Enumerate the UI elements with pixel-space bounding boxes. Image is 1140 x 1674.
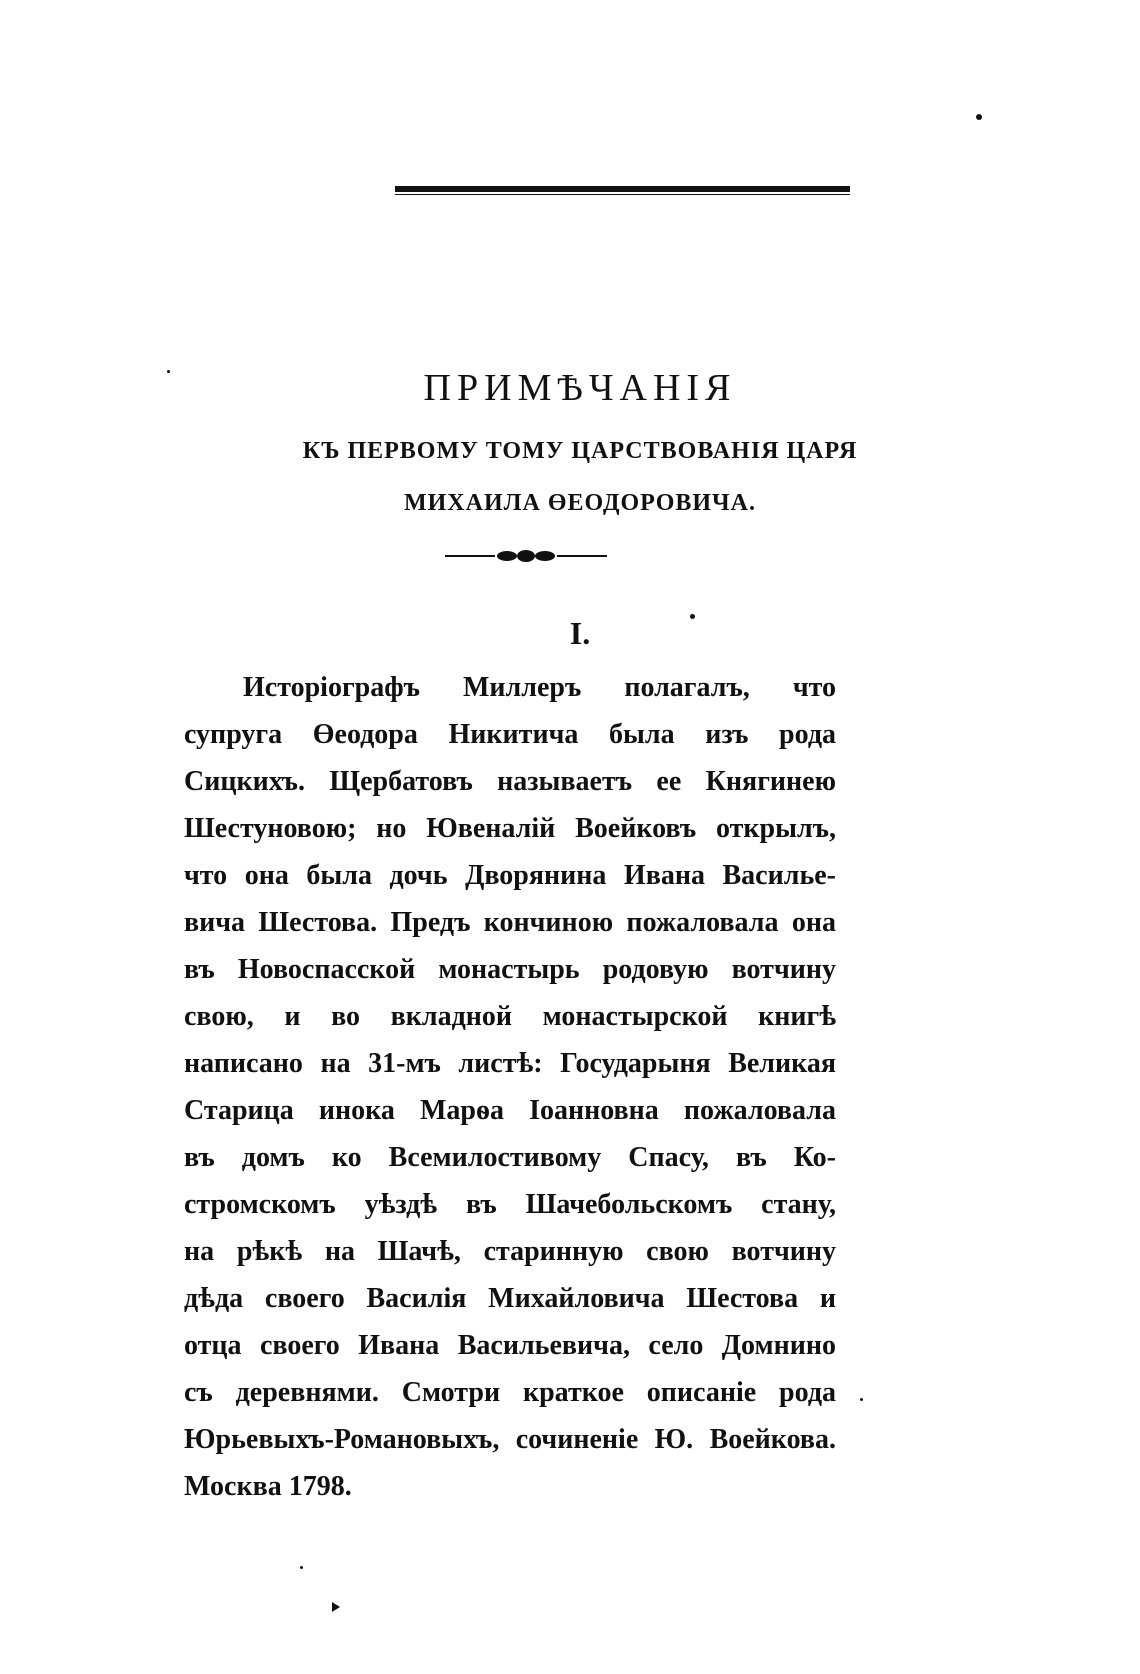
text-line: на рѣкѣ на Шачѣ, старинную свою вотчину <box>184 1236 836 1267</box>
scan-speck <box>167 370 170 373</box>
ornament-divider <box>445 547 607 565</box>
text-line: стромскомъ уѣздѣ въ Шачебольскомъ стану, <box>184 1189 836 1220</box>
top-rule-thin-line <box>395 194 850 195</box>
text-line: Юрьевыхъ-Романовыхъ, сочиненіе Ю. Воейкова. <box>184 1424 836 1455</box>
page-title: ПРИМѢЧАНІЯ <box>423 367 737 409</box>
text-line: Исторіографъ Миллеръ полагалъ, что <box>243 672 836 703</box>
text-line: Шестуновою; но Ювеналій Воейковъ открылъ, <box>184 813 836 844</box>
text-line: въ Новоспасской монастырь родовую вотчину <box>184 954 836 985</box>
top-rule <box>395 186 850 196</box>
scan-speck <box>690 614 695 619</box>
footer-ornament-mark <box>330 1600 342 1614</box>
note-body <box>184 664 836 1510</box>
text-line: отца своего Ивана Васильевича, село Домнино <box>184 1330 836 1361</box>
text-line: Сицкихъ. Щербатовъ называетъ ее Княгинею <box>184 766 836 797</box>
text-line: вича Шестова. Предъ кончиною пожаловала она <box>184 907 836 938</box>
subtitle-line-1: КЪ ПЕРВОМУ ТОМУ ЦАРСТВОВАНІЯ ЦАРЯ <box>302 438 858 464</box>
text-line: Старица инока Марѳа Іоанновна пожаловала <box>184 1095 836 1126</box>
text-line: супруга Өеодора Никитича была изъ рода <box>184 719 836 750</box>
scan-speck <box>976 114 982 120</box>
section-number: I. <box>569 615 591 651</box>
subtitle-line-2: МИХАИЛА ӨЕОДОРОВИЧА. <box>403 490 756 516</box>
text-line: въ домъ ко Всемилостивому Спасу, въ Ко- <box>184 1142 836 1173</box>
scan-speck <box>300 1566 303 1569</box>
text-line: написано на 31-мъ листѣ: Государыня Великая <box>184 1048 836 1079</box>
scan-speck <box>860 1398 863 1401</box>
text-line: дѣда своего Василія Михайловича Шестова и <box>184 1283 836 1314</box>
text-line: съ деревнями. Смотри краткое описаніе рода <box>184 1377 836 1408</box>
top-rule-thick-line <box>395 186 850 192</box>
text-line: Москва 1798. <box>184 1471 352 1502</box>
text-line: свою, и во вкладной монастырской книгѣ <box>184 1001 836 1032</box>
text-line: что она была дочь Дворянина Ивана Василье- <box>184 860 836 891</box>
